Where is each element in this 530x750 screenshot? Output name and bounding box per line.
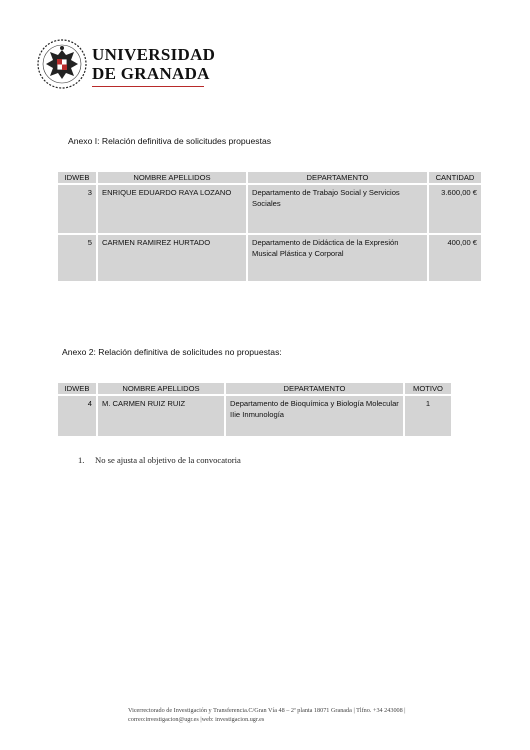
note-index: 1. <box>78 455 85 465</box>
annex1-table <box>56 170 483 283</box>
cell-department: Departamento de Trabajo Social y Servicios Sociales <box>248 185 427 233</box>
university-name-line1: UNIVERSIDAD <box>92 45 216 64</box>
university-name <box>92 46 215 82</box>
annex2-title: Anexo 2: Relación definitiva de solicitudes no propuestas: <box>62 347 282 357</box>
reason-note <box>78 455 241 465</box>
annex2-table <box>56 381 453 438</box>
logo-underline <box>92 86 204 87</box>
cell-idweb: 3 <box>58 185 96 233</box>
column-header-idweb: IDWEB <box>58 172 96 183</box>
column-header-name: NOMBRE APELLIDOS <box>98 383 224 394</box>
cell-name: ENRIQUE EDUARDO RAYA LOZANO <box>98 185 246 233</box>
cell-name: CARMEN RAMIREZ HURTADO <box>98 235 246 281</box>
footer-contact: correo:investigacion@ugr.es |web: investigacion.ugr.es <box>128 716 265 723</box>
column-header-idweb: IDWEB <box>58 383 96 394</box>
cell-department: Departamento de Didáctica de la Expresión Musical Plástica y Corporal <box>248 235 427 281</box>
cell-reason: 1 <box>405 396 451 436</box>
column-header-amount: CANTIDAD <box>429 172 481 183</box>
column-header-department: DEPARTAMENTO <box>248 172 427 183</box>
cell-name: M. CARMEN RUIZ RUIZ <box>98 396 224 436</box>
footer-address: Vicerrectorado de Investigación y Transferencia.C/Gran Vía 48 – 2ª planta 18071 Granada | Tlfno. +34 243008 | <box>128 707 406 714</box>
table-row <box>58 185 481 233</box>
column-header-name: NOMBRE APELLIDOS <box>98 172 246 183</box>
cell-amount: 400,00 € <box>429 235 481 281</box>
cell-department: Departamento de Bioquímica y Biología Molecular IIie Inmunología <box>226 396 403 436</box>
annex1-title: Anexo I: Relación definitiva de solicitudes propuestas <box>68 136 272 146</box>
page-footer <box>128 706 406 724</box>
table-header-row <box>58 172 481 183</box>
cell-amount: 3.600,00 € <box>429 185 481 233</box>
column-header-reason: MOTIVO <box>405 383 451 394</box>
table-header-row <box>58 383 451 394</box>
column-header-department: DEPARTAMENTO <box>226 383 403 394</box>
cell-idweb: 4 <box>58 396 96 436</box>
university-name-line2: DE GRANADA <box>92 64 210 83</box>
table-row <box>58 235 481 281</box>
cell-idweb: 5 <box>58 235 96 281</box>
university-seal-logo <box>36 38 88 90</box>
note-text: No se ajusta al objetivo de la convocatoria <box>95 455 241 465</box>
table-row <box>58 396 451 436</box>
